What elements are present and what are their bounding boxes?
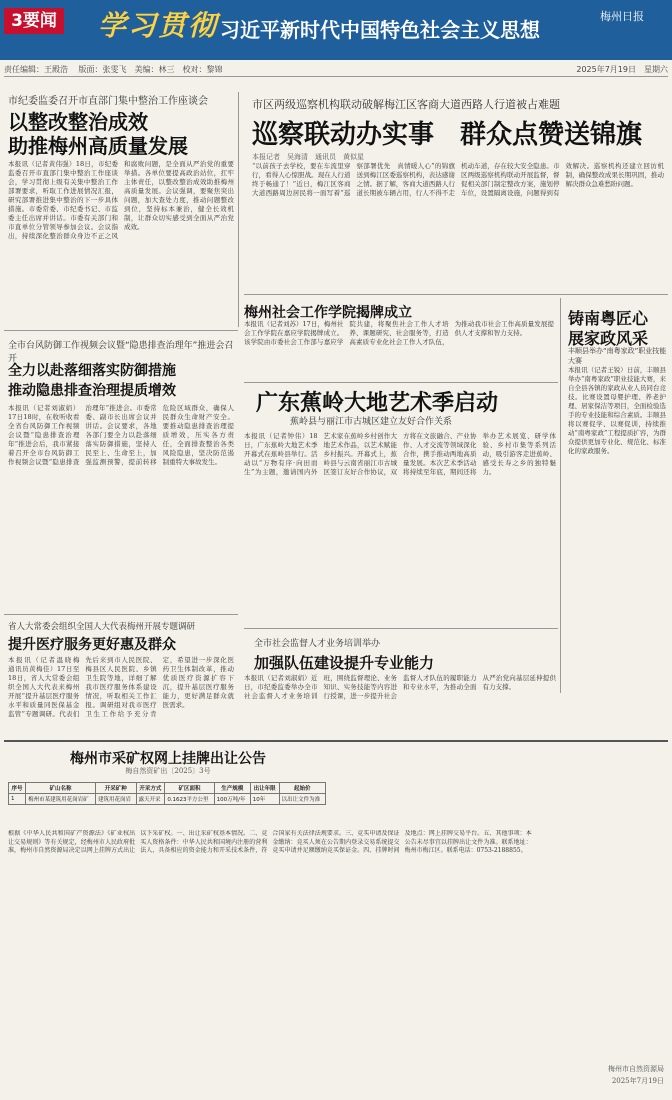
art7-body: 本报讯（记者王锐）日前，丰顺县举办“南粤家政”职业技能大赛，来自全县各镇的家政从业人员同台竞技。比赛设置母婴护理、养老护理、居家保洁等项目，全面检验选手的专业技能和综合素质。丰顺县将以赛促学、以赛促训，持续推动“南粤家政”工程提质扩容，为群众提供更加专业化、规范化、标准化的家政服务。 [568,366,666,455]
section-rule-left [4,330,238,331]
art6-subtitle: 蕉岭县与丽江市古城区建立友好合作关系 [290,417,453,427]
art3-title-line1: 全力以赴落细落实防御措施 [8,363,176,379]
art4-kicker: 省人大常委会组织全国人大代表梅州开展专题调研 [8,622,196,632]
art5-title: 梅州社会工作学院揭牌成立 [244,305,412,321]
art1-title-line1: 以整改整治成效 [8,110,148,134]
table-header-cell: 开采方式 [136,783,165,794]
table-row [9,794,326,805]
table-cell: 10年 [250,794,279,805]
art8-body: 本报讯（记者刘淑娟）近日，市纪委监委举办全市社会监督人才业务培训班，围绕监督理论、业务知识、实务技能等内容进行授课，进一步提升社会监督人才队伍的履职能力和专业水平，为推动全面从严治党向基层延伸提供有力支撑。 [244,674,556,700]
notice-body: 根据《中华人民共和国矿产资源法》《矿业权出让交易规则》等有关规定，经梅州市人民政府批准，梅州市自然资源局决定以网上挂牌方式出让以下采矿权。一、出让采矿权基本情况。二、竞买人资格条件：中华人民共和国境内注册的营利法人，具备相应的资金能力和开采技术条件，符合国家有关法律法规要求。三、竞买申请及保证金缴纳：竞买人须在公告期内登录交易系统提交竞买申请并足额缴纳竞买保证金。四、挂牌时间及地点：网上挂牌交易平台。五、其他事项：本公告未尽事宜以挂牌出让文件为准。联系地址：梅州市梅江区。联系电话：0753-2188855。 [8,830,532,854]
art3-kicker: 全市台风防御工作视频会议暨“隐患排查治理年”推进会召开 [8,341,234,364]
art7-title-line2: 展家政风采 [568,329,649,348]
art3-body: 本报讯（记者刘淑娟）17日18时，在收听收看全省台风防御工作视频会议暨“隐患排查治理年”推进会后，我市紧接着召开全市台风防御工作视频会议暨“隐患排查治理年”推进会。市委常委、副市长出席会议并讲话。会议要求，各地各部门要全力以赴落细落实防御措施，坚持人民至上、生命至上，加强监测预警，提前转移危险区域群众，确保人民群众生命财产安全。要推动隐患排查治理提质增效，压实各方责任，全面排查整治各类风险隐患，坚决防范遏制重特大事故发生。 [8,404,234,466]
art3-title-line2: 推动隐患排查治理提质增效 [8,383,176,399]
section-rule-left-2 [4,614,238,615]
table-header-cell: 序号 [9,783,26,794]
column-divider [238,92,239,327]
art6-title: 广东蕉岭大地艺术季启动 [256,390,499,416]
table-cell: 梅州市某建筑用花岗岩矿 [26,794,96,805]
art1-kicker: 市纪委监委召开市直部门集中整治工作座谈会 [8,96,208,107]
table-header-cell: 出让年限 [250,783,279,794]
art7-title-line1: 铸南粤匠心 [568,309,649,328]
art1-title-line2: 助推梅州高质量发展 [8,134,188,158]
table-cell: 0.1623平方公里 [165,794,214,805]
table-cell: 露天开采 [136,794,165,805]
art2-body: “以前孩子去学校，要在车流里穿行，看得人心惊胆战。现在人行道终于畅通了！”近日，梅江区客商大道西路周边居民将一面写着“巡察部署优先 真情暖人心”的锦旗送到梅江区委巡察机构，表达感谢之情。据了解，客商大道西路人行道长期被车辆占用，行人不得不走机动车道，存在较大安全隐患。市区两级巡察机构联动开展监督，督促相关部门制定整改方案，施划停车位，设置隔离设施，问题得到有效解决。巡察机构还建立回访机制，确保整改成果长期巩固，推动解决群众急难愁盼问题。 [252,162,664,197]
notice-title: 梅州市采矿权网上挂牌出让公告 [70,751,266,767]
art7-subtitle: 丰顺县举办“南粤家政”职业技能大赛 [568,347,667,365]
art5-body: 本报讯（记者刘苏）17日，梅州社会工作学院在嘉应学院揭牌成立。该学院由市委社会工作部与嘉应学院共建，将聚焦社会工作人才培养、课题研究、社会服务等，打造高素质专业化社会工作人才队伍，为推动我市社会工作高质量发展提供人才支撑和智力支持。 [244,320,554,346]
table-header-cell: 矿山名称 [26,783,96,794]
section-slogan: 习近平新时代中国特色社会主义思想 [220,18,540,42]
column-divider-right [560,298,561,693]
notice-table-header [9,783,326,794]
table-header-cell: 生产规模 [214,783,250,794]
notice-doc-number: 梅自然资矿出〔2025〕3号 [125,767,211,775]
art4-title: 提升医疗服务更好惠及群众 [8,637,176,653]
issue-date: 2025年7月19日 星期六 [576,65,668,74]
art2-title: 巡察联动办实事 群众点赞送锦旗 [252,120,643,150]
section-rule [244,294,668,295]
editor-credits: 责任编辑：王殿浩 版面：张雯飞 美编：林三 校对：黎锦 [4,65,223,74]
table-cell: 100万吨/年 [214,794,250,805]
art2-kicker: 市区两级巡察机构联动破解梅江区客商大道西路人行道被占难题 [252,98,560,111]
notice-table [8,782,326,805]
art8-title: 加强队伍建设提升专业能力 [254,654,435,672]
art2-byline: 本报记者 吴海清 通讯员 黄似星 [252,153,364,161]
art4-body: 本报讯（记者温晓梅 通讯员黄梅佳）17日至18日，省人大常委会组织全国人大代表来梅州开展“提升基层医疗服务水平和质量同医保基金监管”专题调研。代表们先后来到市人民医院、梅县区人民医院、乡镇卫生院等地，详细了解我市医疗服务体系建设情况，听取相关工作汇报。调研组对我市医疗卫生工作给予充分肯定，希望进一步深化医药卫生体制改革，推动优质医疗资源扩容下沉，提升基层医疗服务能力，更好满足群众就医需求。 [8,656,234,718]
table-cell: 建筑用花岗岩 [95,794,136,805]
page-tag: 3要闻 [4,8,64,34]
table-header-cell: 矿区面积 [165,783,214,794]
table-cell: 1 [9,794,26,805]
notice-signature: 梅州市自然资源局 [608,1065,664,1073]
section-rule-mid [244,382,558,383]
table-header-cell: 起始价 [279,783,325,794]
art6-body: 本报讯（记者钟伟）18日，广东蕉岭大地艺术季开幕式在蕉岭县举行。活动以“万物有序·向田而生”为主题，邀请国内外艺术家在蕉岭乡村创作大地艺术作品，以艺术赋能乡村振兴。开幕式上，蕉岭县与云南省丽江市古城区签订友好合作协议，双方将在文旅融合、产业协作、人才交流等领域深化合作，携手推动两地高质量发展。本次艺术季活动将持续至年底，期间还将举办艺术展览、研学体验、乡村市集等系列活动，吸引游客走进蕉岭、感受长寿之乡的独特魅力。 [244,432,556,476]
paper-logo: 梅州日报 [600,10,644,23]
art1-body: 本报讯（记者黄伟强）18日，市纪委监委召开市直部门集中整治工作座谈会，学习贯彻上级有关集中整治工作部署要求，听取工作进展情况汇报，研究部署推进集中整治的下一步具体措施。市委常委、市纪委书记、市监委主任出席并讲话。市委有关部门和市直单位分管领导参加会议。会议指出，持续深化整治群众身边不正之风和腐败问题，是全面从严治党的重要举措。各单位要提高政治站位，扛牢主体责任，以整改整治成效助推梅州高质量发展。会议强调，要聚焦突出问题，加大查处力度，推动问题整改到位，坚持标本兼治，健全长效机制，让群众切实感受到全面从严治党成效。 [8,160,234,240]
header-rule [4,76,668,77]
page-meta-line [4,64,668,75]
section-calligraphy: 学习贯彻 [98,9,219,42]
notice-top-rule [4,740,668,742]
table-header-cell: 开采矿种 [95,783,136,794]
table-cell: 以出让文件为准 [279,794,325,805]
section-rule-mid-2 [244,628,558,629]
notice-date: 2025年7月19日 [611,1077,664,1085]
art8-kicker: 全市社会监督人才业务培训举办 [254,639,381,649]
